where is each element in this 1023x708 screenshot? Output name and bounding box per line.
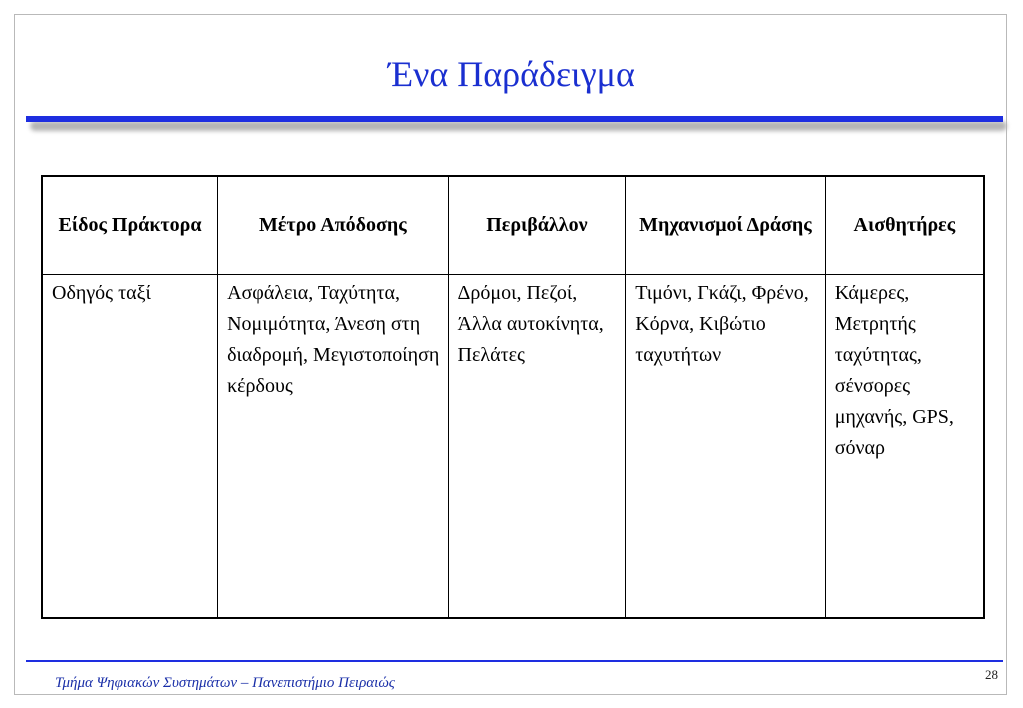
peas-table (41, 175, 985, 619)
header-performance-measure: Μέτρο Απόδοσης (218, 176, 448, 275)
cell-agent-type: Οδηγός ταξί (42, 275, 218, 619)
header-sensors: Αισθητήρες (825, 176, 984, 275)
table-row (42, 275, 984, 619)
header-actuators: Μηχανισμοί Δράσης (626, 176, 826, 275)
title-rule-shadow (30, 121, 1007, 131)
header-environment: Περιβάλλον (448, 176, 626, 275)
cell-sensors: Κάμερες, Μετρητής ταχύτητας, σένσορες μηχανής, GPS, σόναρ (825, 275, 984, 619)
table-header-row (42, 176, 984, 275)
cell-actuators: Τιμόνι, Γκάζι, Φρένο, Κόρνα, Κιβώτιο ταχυτήτων (626, 275, 826, 619)
page-number: 28 (985, 667, 998, 682)
footer-text: Τμήμα Ψηφιακών Συστημάτων – Πανεπιστήμιο Πειραιώς (55, 675, 395, 691)
cell-environment: Δρόμοι, Πεζοί, Άλλα αυτοκίνητα, Πελάτες (448, 275, 626, 619)
footer-rule (26, 660, 1003, 662)
cell-performance-measure: Ασφάλεια, Ταχύτητα, Νομιμότητα, Άνεση στη διαδρομή, Μεγιστοποίηση κέρδους (218, 275, 448, 619)
header-agent-type: Είδος Πράκτορα (42, 176, 218, 275)
title-rule (26, 116, 1003, 122)
slide-title: Ένα Παράδειγμα (388, 54, 635, 94)
